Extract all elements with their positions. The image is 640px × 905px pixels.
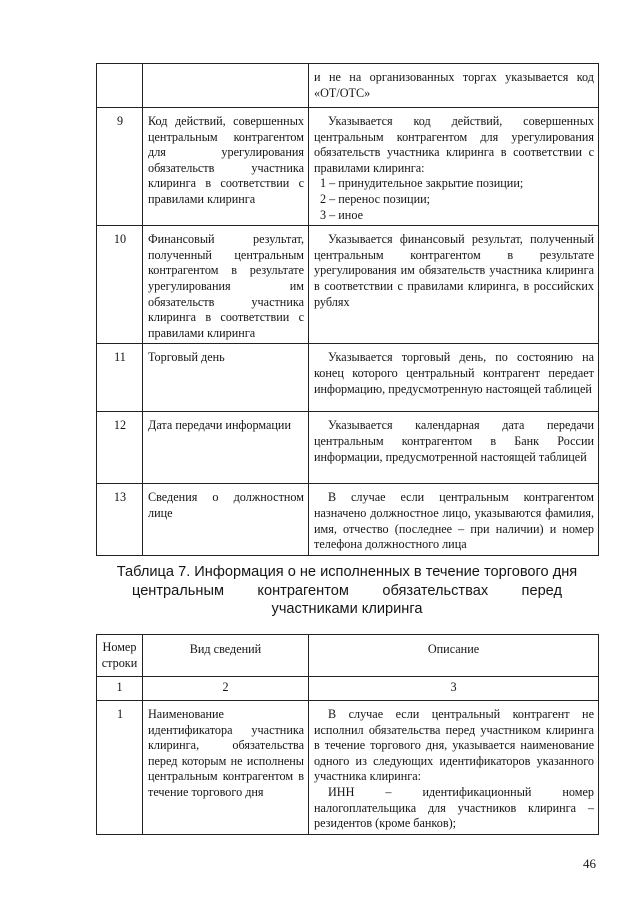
- column-index-row: [97, 677, 599, 701]
- column-index: 3: [309, 677, 599, 701]
- table-row: [97, 701, 599, 835]
- description-paragraph: и не на организованных торгах указывается код «OT/OTC»: [314, 70, 594, 100]
- caption-line: центральным контрагентом обязательствах перед: [132, 582, 562, 599]
- field-description: Указывается торговый день, по состоянию на конец которого центральный контрагент передает информацию, предусмотренную настоящей таблицей: [309, 344, 599, 412]
- table-row: [97, 226, 599, 344]
- row-number: 12: [97, 412, 143, 484]
- field-description: [309, 64, 599, 108]
- table-row: [97, 64, 599, 108]
- field-name: Наименование идентификатора участника клиринга, обязательства перед которым не исполнены центральным контрагентом в течение торгового дня: [143, 701, 309, 835]
- column-header: Вид сведений: [143, 635, 309, 677]
- row-number: 13: [97, 484, 143, 556]
- row-number: [97, 64, 143, 108]
- row-number: 10: [97, 226, 143, 344]
- continued-table: [96, 63, 599, 556]
- table-row: [97, 412, 599, 484]
- field-description: [309, 108, 599, 226]
- page-number: 46: [583, 856, 596, 871]
- field-description: [309, 701, 599, 835]
- description-list-item: 2 – перенос позиции;: [320, 191, 430, 206]
- table-header-row: [97, 635, 599, 677]
- column-header: Номер строки: [97, 635, 143, 677]
- description-paragraph: ИНН – идентификационный номер налогоплательщика для участников клиринга – резидентов (кроме банков);: [314, 784, 594, 831]
- caption-line: участниками клиринга: [271, 601, 423, 618]
- field-description: Указывается календарная дата передачи центральным контрагентом в Банк России информации, предусмотренной настоящей таблицей: [309, 412, 599, 484]
- field-name: Дата передачи информации: [143, 412, 309, 484]
- table-row: [97, 108, 599, 226]
- caption-line: Таблица 7. Информация о не исполненных в течение торгового дня: [116, 564, 578, 580]
- field-name: Код действий, совершенных центральным контрагентом для урегулирования обязательств участника клиринга в соответствии с правилами клиринга: [143, 108, 309, 226]
- field-name: [143, 64, 309, 108]
- row-number: 9: [97, 108, 143, 226]
- table-7: [96, 634, 599, 835]
- table-caption: [96, 563, 598, 619]
- row-number: 11: [97, 344, 143, 412]
- description-paragraph: Указывается код действий, совершенных центральным контрагентом для урегулирования обязательств участника клиринга в соответствии с правилами клиринга:: [314, 114, 594, 175]
- description-list-item: 3 – иное: [320, 207, 363, 222]
- field-description: В случае если центральным контрагентом назначено должностное лицо, указываются фамилия, имя, отчество (последнее – при наличии) и номер телефона должностного лица: [309, 484, 599, 556]
- column-index: 2: [143, 677, 309, 701]
- field-name: Финансовый результат, полученный центральным контрагентом в результате урегулирования им обязательств участника клиринга в соответствии с правилами клиринга: [143, 226, 309, 344]
- table-row: [97, 344, 599, 412]
- field-name: Сведения о должностном лице: [143, 484, 309, 556]
- table-row: [97, 484, 599, 556]
- description-paragraph: В случае если центральный контрагент не исполнил обязательства перед участником клиринга в течение торгового дня, указывается наименование одного из следующих идентификаторов указанного участника клиринга:: [314, 707, 594, 784]
- field-name: Торговый день: [143, 344, 309, 412]
- description-list-item: 1 – принудительное закрытие позиции;: [320, 176, 524, 191]
- column-index: 1: [97, 677, 143, 701]
- row-number: 1: [97, 701, 143, 835]
- column-header: Описание: [309, 635, 599, 677]
- field-description: Указывается финансовый результат, полученный центральным контрагентом в результате урегулирования им обязательств участника клиринга в соответствии с правилами клиринга, в российских рублях: [309, 226, 599, 344]
